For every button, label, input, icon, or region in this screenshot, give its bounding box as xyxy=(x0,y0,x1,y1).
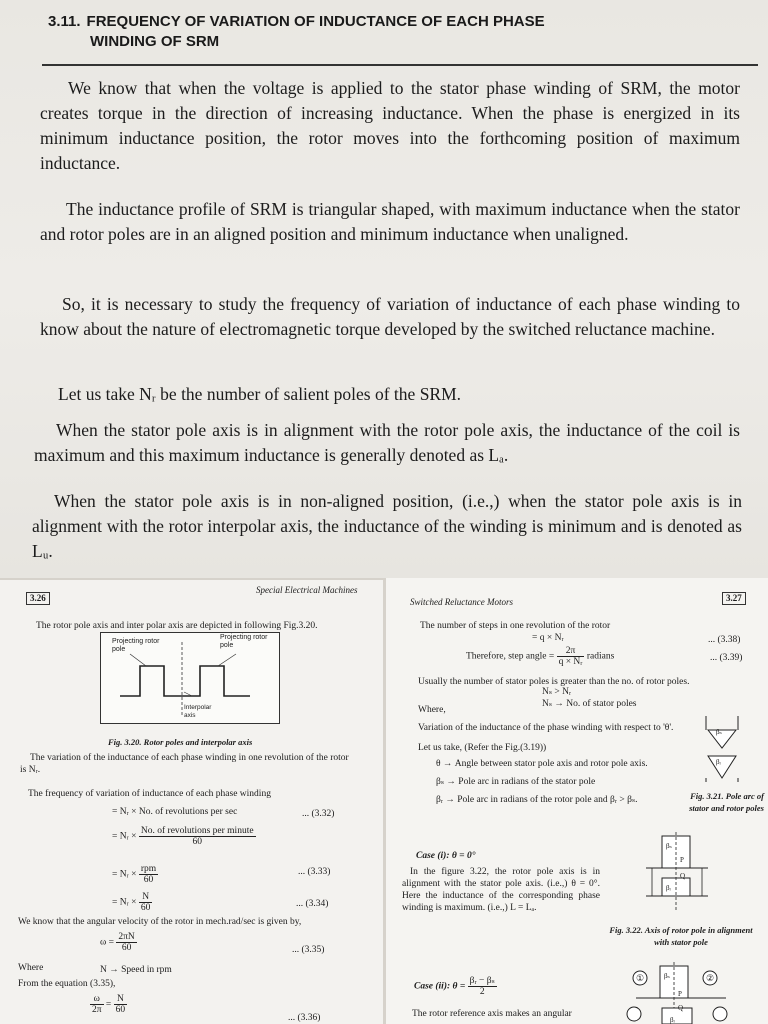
running-head-left: Special Electrical Machines xyxy=(256,585,358,595)
case-2-fraction xyxy=(468,976,497,997)
paragraph-1 xyxy=(40,76,740,176)
where-label-left: Where xyxy=(18,963,44,973)
left-para-3: We know that the angular velocity of the rotor in mech.rad/sec is given by, xyxy=(18,917,302,927)
section-heading xyxy=(48,12,748,52)
case-2-denominator: 2 xyxy=(479,987,485,997)
eq6-left-fraction xyxy=(90,994,104,1015)
eq-3-38: = q × Nᵣ xyxy=(532,633,564,643)
fig321-br-label: βᵣ xyxy=(716,758,722,766)
label-projecting-rotor-right: Projecting rotor pole xyxy=(220,634,268,649)
fig-322-caption: Fig. 3.22. Axis of rotor pole in alignment with stator pole xyxy=(609,925,753,947)
step-angle-fraction xyxy=(557,646,585,667)
paragraph-3-text: So, it is necessary to study the frequency of variation of inductance of each phase winding to know about the nature of electromagnetic torque developed by the switched reluctance machine. xyxy=(40,294,740,339)
eq5-fraction xyxy=(116,932,136,953)
eq-3-34-tag: ... (3.34) xyxy=(296,899,329,909)
fig322-p-label: P xyxy=(680,856,684,864)
eq3-denominator: 60 xyxy=(143,875,154,885)
eq6-right-denominator: 60 xyxy=(115,1005,126,1015)
beta-r-definition: βᵣ → Pole arc in radians of the rotor pole and βᵣ > βₛ. xyxy=(436,795,638,805)
eq4-numerator: N xyxy=(139,892,153,903)
case-2-text: The rotor reference axis makes an angular xyxy=(412,1009,572,1019)
eq-3-39-tag: ... (3.39) xyxy=(710,653,743,663)
label-interpolar-axis: Interpolar axis xyxy=(184,704,212,719)
eq6-right-fraction xyxy=(114,994,128,1015)
case-1-title: Case (i): θ = 0° xyxy=(416,851,476,861)
step-angle-unit: radians xyxy=(586,651,615,662)
section-number: 3.11. xyxy=(48,13,81,30)
stator-rotor-alignment-figure xyxy=(642,832,712,914)
paragraph-6 xyxy=(32,489,742,564)
eq6-left-denominator: 2π xyxy=(92,1005,102,1015)
eq-3-38-tag: ... (3.38) xyxy=(708,635,741,645)
paragraph-4-text: Let us take Nᵣ be the number of salient poles of the SRM. xyxy=(58,384,462,404)
eq-3-35 xyxy=(100,932,137,953)
eq-3-34 xyxy=(112,892,152,913)
paragraph-2-text: The inductance profile of SRM is triangular shaped, with maximum inductance when the stator and rotor poles are in an aligned position and minimum inductance when unaligned. xyxy=(40,199,740,244)
fig323-bs-label: βₛ xyxy=(664,972,670,980)
let-us-take-text: Let us take, (Refer the Fig.(3.19)) xyxy=(418,743,547,753)
fig323-br-label: βᵣ xyxy=(670,1016,676,1024)
step-angle-denominator: q × Nᵣ xyxy=(558,657,583,667)
fig322-q-label: Q xyxy=(680,872,686,880)
fig321-bs-label: βₛ xyxy=(716,728,722,736)
inset-page-left xyxy=(0,580,383,1024)
ns-definition: Nₛ → No. of stator poles xyxy=(542,699,637,709)
where-text-left: N → Speed in rpm xyxy=(100,965,172,975)
eq-3-36-tag: ... (3.36) xyxy=(288,1013,321,1023)
eq6-equals: = xyxy=(105,999,112,1010)
beta-s-definition: βₛ → Pole arc in radians of the stator pole xyxy=(436,777,596,787)
paragraph-4 xyxy=(40,382,740,407)
circle-label-1: ① xyxy=(636,973,645,983)
step-angle-numerator: 2π xyxy=(557,646,585,657)
case-2-title xyxy=(414,976,497,997)
heading-rule xyxy=(42,64,758,66)
intro-text: The rotor pole axis and inter polar axis are depicted in following Fig.3.20. xyxy=(36,621,318,631)
case-2-title-text: Case (ii): θ = xyxy=(414,981,466,992)
eq-rev-per-minute xyxy=(112,826,256,847)
left-para-4: From the equation (3.35), xyxy=(18,979,116,989)
heading-line-2: WINDING OF SRM xyxy=(90,33,220,50)
paragraph-5-text: When the stator pole axis is in alignment with the rotor pole axis, the inductance of the coil is maximum and this maximum inductance is generally denoted as Lₐ. xyxy=(34,420,740,465)
eq-3-36 xyxy=(90,994,127,1015)
heading-line-1: FREQUENCY OF VARIATION OF INDUCTANCE OF EACH PHASE xyxy=(86,13,545,30)
left-para-2: The frequency of variation of inductance of each phase winding xyxy=(28,789,271,799)
eq6-right-numerator: N xyxy=(114,994,128,1005)
eq-3-32: = Nᵣ × No. of revolutions per sec xyxy=(112,807,238,817)
paragraph-6-text: When the stator pole axis is in non-aligned position, (i.e.,) when the stator pole axis is in alignment with the rotor interpolar axis, the inductance of the winding is minimum and is denoted as Lᵤ. xyxy=(32,491,742,561)
fig323-q-label: Q xyxy=(678,1004,684,1012)
eq-3-33-tag: ... (3.33) xyxy=(298,867,331,877)
fig322-br-label: βᵣ xyxy=(666,884,672,892)
paragraph-3 xyxy=(40,292,740,342)
eq2-numerator: No. of revolutions per minute xyxy=(140,826,254,836)
eq3-fraction xyxy=(139,864,158,885)
running-head-right: Switched Reluctance Motors xyxy=(410,597,513,607)
circle-label-2: ② xyxy=(706,973,715,983)
fig323-p-label: P xyxy=(678,990,682,998)
steps-text: The number of steps in one revolution of the rotor xyxy=(420,621,611,631)
eq5-prefix: ω = xyxy=(100,937,114,948)
paragraph-2 xyxy=(40,197,740,247)
ns-gt-nr: Nₛ > Nᵣ xyxy=(542,687,572,697)
eq4-fraction xyxy=(139,892,153,913)
eq3-prefix: = Nᵣ × xyxy=(112,869,137,880)
case-1-text: In the figure 3.22, the rotor pole axis is in alignment with the stator pole axis. (i.e.,) θ = 0°. Here the inductance of the corresponding phase winding is maximum. (i.e.,) L = Lₐ. xyxy=(402,867,600,913)
eq2-fraction xyxy=(139,826,256,847)
page-number-right: 3.27 xyxy=(722,592,746,605)
theta-definition: θ → Angle between stator pole axis and rotor pole axis. xyxy=(436,759,648,769)
eq5-denominator: 60 xyxy=(121,943,132,953)
page-number-left: 3.26 xyxy=(26,592,50,605)
fig-321-caption: Fig. 3.21. Pole arc of stator and rotor poles xyxy=(689,791,764,813)
paragraph-5 xyxy=(34,418,740,468)
label-projecting-rotor-left: Projecting rotor pole xyxy=(112,638,160,653)
paragraph-1-text: We know that when the voltage is applied to the stator phase winding of SRM, the motor creates torque in the direction of increasing inductance. When the phase is energized in its minimum inductance position, the rotor moves into the forthcoming position of maximum inductance. xyxy=(40,78,740,173)
eq-3-32-tag: ... (3.32) xyxy=(302,809,335,819)
pole-arc-figure xyxy=(702,712,742,784)
usually-text: Usually the number of stator poles is greater than the no. of rotor poles. xyxy=(418,677,690,687)
eq4-prefix: = Nᵣ × xyxy=(112,897,137,908)
where-label-right: Where, xyxy=(418,705,446,715)
eq2-denominator: 60 xyxy=(192,837,202,847)
eq5-numerator: 2πN xyxy=(118,932,135,942)
inset-page-right xyxy=(386,578,768,1024)
step-angle-label: Therefore, step angle = xyxy=(466,651,555,662)
eq2-prefix: = Nᵣ × xyxy=(112,831,137,842)
fig322-bs-label: βₛ xyxy=(666,842,672,850)
eq-3-39 xyxy=(466,646,614,667)
left-para-1: The variation of the inductance of each phase winding in one revolution of the rotor is Nᵣ. xyxy=(20,753,349,775)
eq4-denominator: 60 xyxy=(140,903,151,913)
fig-320-caption: Fig. 3.20. Rotor poles and interpolar axis xyxy=(108,737,253,747)
variation-text: Variation of the inductance of the phase winding with respect to 'θ'. xyxy=(418,723,674,733)
case-2-numerator: βᵣ − βₛ xyxy=(469,976,495,986)
eq6-left-numerator: ω xyxy=(90,994,104,1005)
eq-3-35-tag: ... (3.35) xyxy=(292,945,325,955)
eq3-numerator: rpm xyxy=(140,864,157,874)
eq-3-33 xyxy=(112,864,158,885)
